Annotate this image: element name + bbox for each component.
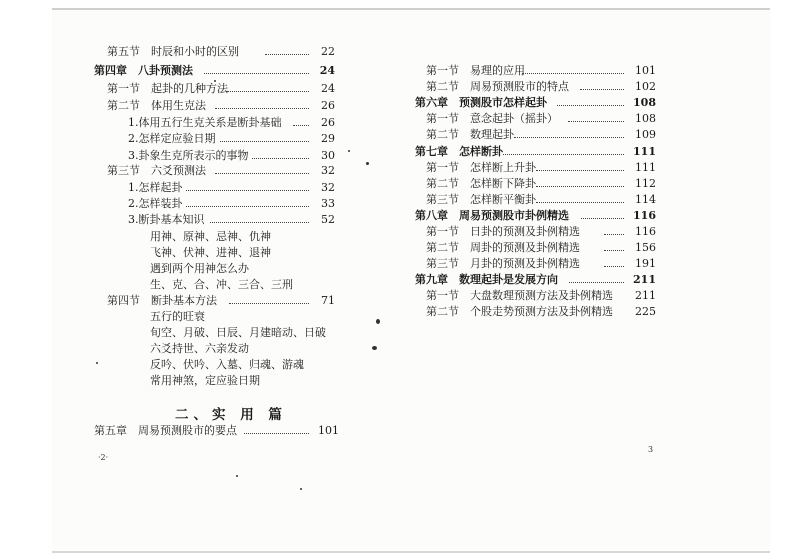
dot-leader <box>186 206 309 207</box>
toc-label: 第三节 怎样断平衡卦 <box>426 193 536 206</box>
toc-subtopic: 反吟、伏吟、入墓、归魂、游魂 <box>150 358 304 371</box>
toc-chapter <box>415 144 654 160</box>
dot-leader <box>244 433 309 434</box>
toc-page: 29 <box>321 132 335 145</box>
toc-page: 112 <box>635 177 656 190</box>
toc-entry <box>426 288 654 304</box>
toc-page: 116 <box>633 209 656 222</box>
toc-chapter <box>415 95 654 111</box>
toc-subtopic: 遇到两个用神怎么办 <box>150 262 249 275</box>
toc-label: 第九章 数理起卦是发展方向 <box>415 273 558 286</box>
toc-chapter <box>415 272 654 288</box>
toc-chapter <box>94 63 333 79</box>
toc-page: 32 <box>321 181 335 194</box>
dot-leader <box>215 108 309 109</box>
toc-entry <box>107 98 333 114</box>
scan-speck <box>236 475 238 477</box>
page-number-left: ·2· <box>98 453 109 462</box>
toc-entry <box>107 163 333 179</box>
toc-label: 第一节 起卦的几种方法 <box>107 82 228 95</box>
scan-speck <box>366 162 369 165</box>
dot-leader <box>220 141 309 142</box>
toc-label: 第一节 大盘数理预测方法及卦例精选 <box>426 289 613 302</box>
toc-subtopic: 飞神、伏神、进神、退神 <box>150 246 271 259</box>
toc-label: 第二节 数理起卦 <box>426 128 514 141</box>
toc-subtopic: 六爻持世、六亲发动 <box>150 342 249 355</box>
dot-leader <box>252 158 309 159</box>
scan-speck <box>376 319 380 324</box>
toc-entry <box>426 192 654 208</box>
dot-leader <box>580 89 624 90</box>
toc-page: 114 <box>635 193 656 206</box>
scan-speck <box>96 362 98 364</box>
dot-leader <box>229 303 309 304</box>
toc-page: 102 <box>635 80 656 93</box>
dot-leader <box>522 73 624 74</box>
dot-leader <box>227 91 309 92</box>
toc-entry <box>426 224 654 240</box>
scan-speck <box>372 346 377 350</box>
toc-label: 2.怎样装卦 <box>128 197 183 210</box>
toc-label: 第一节 日卦的预测及卦例精选 <box>426 225 580 238</box>
toc-page: 225 <box>635 305 656 318</box>
dot-leader <box>503 154 624 155</box>
dot-leader <box>186 190 309 191</box>
toc-page: 30 <box>321 149 335 162</box>
toc-page: 211 <box>635 289 656 302</box>
toc-entry <box>426 79 654 95</box>
toc-label: 2.怎样定应验日期 <box>128 132 216 145</box>
toc-page: 24 <box>321 82 335 95</box>
toc-label: 第二节 个股走势预测方法及卦例精选 <box>426 305 613 318</box>
scan-edge-top <box>52 8 770 10</box>
scan-speck <box>300 488 302 490</box>
toc-page: 111 <box>635 161 656 174</box>
toc-subtopic: 旬空、月破、日辰、月建暗动、日破 <box>150 326 326 339</box>
toc-entry <box>426 111 654 127</box>
toc-label: 3.断卦基本知识 <box>128 213 205 226</box>
toc-entry <box>128 131 333 147</box>
toc-entry <box>426 63 654 79</box>
toc-page: 52 <box>321 213 335 226</box>
toc-page: 32 <box>321 164 335 177</box>
scan-edge-bottom <box>52 551 770 553</box>
toc-entry <box>128 196 333 212</box>
toc-label: 第四节 断卦基本方法 <box>107 294 217 307</box>
toc-page: 24 <box>319 64 335 77</box>
toc-page: 26 <box>321 99 335 112</box>
toc-page: 191 <box>635 257 656 270</box>
dot-leader <box>514 137 624 138</box>
toc-entry <box>426 160 654 176</box>
toc-subtopic: 常用神煞，定应验日期 <box>150 374 260 387</box>
dot-leader <box>210 222 309 223</box>
toc-entry <box>426 176 654 192</box>
toc-page: 211 <box>633 273 656 286</box>
toc-subtopic: 五行的旺衰 <box>150 310 205 323</box>
toc-label: 第三节 月卦的预测及卦例精选 <box>426 257 580 270</box>
toc-label: 第八章 周易预测股市卦例精选 <box>415 209 569 222</box>
toc-label: 第三节 六爻预测法 <box>107 164 206 177</box>
scan-speck <box>214 80 216 82</box>
scan-speck <box>348 150 350 152</box>
toc-page: 109 <box>635 128 656 141</box>
toc-label: 第七章 怎样断卦 <box>415 145 503 158</box>
toc-entry <box>107 44 333 60</box>
dot-leader <box>557 105 624 106</box>
toc-page: 116 <box>635 225 656 238</box>
toc-entry <box>426 240 654 256</box>
toc-subtopic: 用神、原神、忌神、仇神 <box>150 230 271 243</box>
dot-leader <box>536 170 624 171</box>
toc-label: 第四章 八卦预测法 <box>94 64 193 77</box>
toc-entry <box>128 212 333 228</box>
toc-page: 26 <box>321 116 335 129</box>
dot-leader <box>204 73 309 74</box>
toc-page: 101 <box>318 424 339 437</box>
toc-entry <box>128 148 333 164</box>
toc-page: 71 <box>321 294 335 307</box>
toc-page: 156 <box>635 241 656 254</box>
dot-leader <box>604 250 624 251</box>
toc-entry <box>107 293 333 309</box>
dot-leader <box>536 186 624 187</box>
toc-page: 101 <box>635 64 656 77</box>
dot-leader <box>581 218 624 219</box>
toc-chapter <box>94 423 337 439</box>
toc-page: 111 <box>633 145 656 158</box>
toc-entry <box>426 256 654 272</box>
toc-entry <box>128 180 333 196</box>
toc-label: 第六章 预测股市怎样起卦 <box>415 96 547 109</box>
dot-leader <box>215 173 309 174</box>
toc-chapter <box>415 208 654 224</box>
dot-leader <box>604 266 624 267</box>
toc-label: 第二节 周卦的预测及卦例精选 <box>426 241 580 254</box>
toc-label: 1.体用五行生克关系是断卦基础 <box>128 116 282 129</box>
toc-label: 1.怎样起卦 <box>128 181 183 194</box>
page-number-right: 3 <box>648 445 654 454</box>
part-heading: 二、实 用 篇 <box>175 407 287 423</box>
toc-entry <box>426 304 654 320</box>
toc-entry <box>128 115 333 131</box>
dot-leader <box>569 282 624 283</box>
toc-label: 第五节 时辰和小时的区别 <box>107 45 239 58</box>
toc-label: 第二节 怎样断下降卦 <box>426 177 536 190</box>
toc-label: 第二节 体用生克法 <box>107 99 206 112</box>
toc-entry <box>426 127 654 143</box>
toc-page: 33 <box>321 197 335 210</box>
toc-label: 第五章 周易预测股市的要点 <box>94 424 237 437</box>
toc-label: 3.卦象生克所表示的事物 <box>128 149 249 162</box>
toc-page: 108 <box>635 112 656 125</box>
dot-leader <box>536 202 624 203</box>
dot-leader <box>568 121 624 122</box>
toc-label: 第一节 意念起卦（摇卦） <box>426 112 558 125</box>
toc-label: 第一节 怎样断上升卦 <box>426 161 536 174</box>
toc-label: 第一节 易理的应用 <box>426 64 525 77</box>
dot-leader <box>604 234 624 235</box>
toc-page: 22 <box>321 45 335 58</box>
toc-page: 108 <box>633 96 656 109</box>
toc-entry <box>107 81 333 97</box>
dot-leader <box>265 54 309 55</box>
toc-subtopic: 生、克、合、冲、三合、三刑 <box>150 278 293 291</box>
toc-label: 第二节 周易预测股市的特点 <box>426 80 569 93</box>
